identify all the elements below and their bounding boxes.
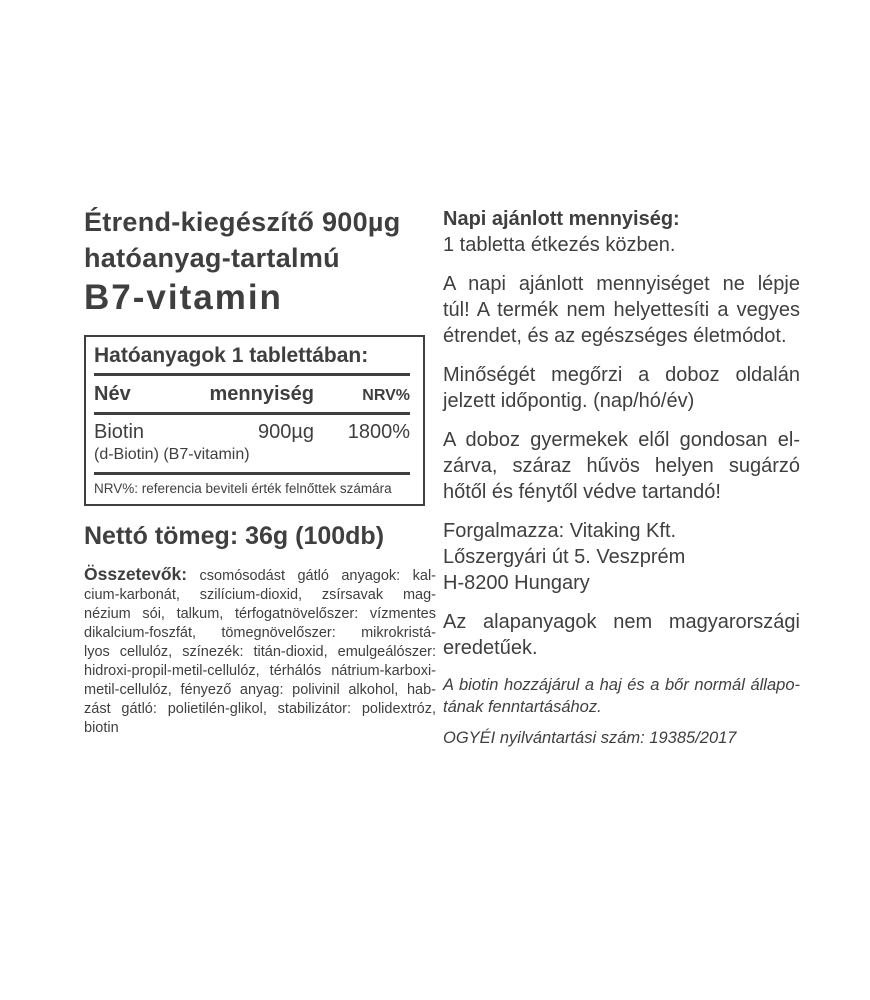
storage-paragraph [443, 427, 800, 505]
distributor-block [443, 518, 800, 596]
ingredient-amount: 900µg [257, 421, 314, 443]
text-line: zást gátló: polietilén-glikol, stabilizátor: polidextróz, [84, 701, 436, 717]
column-header-nrv: NRV% [362, 387, 410, 404]
ingredients-paragraph [84, 565, 436, 738]
table-row [94, 415, 410, 444]
column-header-amount: mennyiség [209, 383, 314, 405]
ingredients-first-line-text: csomósodást gátló anyagok: kal- [187, 568, 436, 584]
facts-table-header: Hatóanyagok 1 tablettában: [94, 344, 369, 367]
text-line: metil-cellulóz, fényező anyag: polivinil alkohol, hab- [84, 682, 436, 698]
text-line: dikalcium-foszfát, tömegnövelőszer: mikrokristá- [84, 625, 436, 641]
column-header-name: Név [94, 383, 131, 405]
text-line: Lőszergyári út 5. Veszprém [443, 546, 686, 568]
text-line: jelzett időpontig. (nap/hó/év) [443, 390, 695, 412]
text-line: biotin [84, 720, 119, 736]
ingredients-lines [84, 586, 436, 738]
text-line: cium-karbonát, szilícium-dioxid, zsírsavak mag- [84, 587, 436, 603]
text-line: A biotin hozzájárul a haj és a bőr normál állapo- [443, 676, 800, 694]
text-line: H-8200 Hungary [443, 572, 590, 594]
text-line: zárva, száraz hűvös helyen sugárzó [443, 455, 800, 477]
text-line: eredetűek. [443, 637, 538, 659]
left-column [84, 204, 436, 738]
text-line: túl! A termék nem helyettesíti a vegyes [443, 299, 800, 321]
quality-paragraph [443, 362, 800, 414]
facts-column-headers [94, 376, 410, 412]
active-ingredients-table [84, 335, 425, 506]
text-line: A doboz gyermekek elől gondosan el- [443, 429, 800, 451]
text-line: étrendet, és az egészséges életmódot. [443, 325, 787, 347]
text-line: Minőségét megőrzi a doboz oldalán [443, 364, 800, 386]
nrv-footnote: NRV%: referencia beviteli érték felnőttek számára [94, 481, 392, 496]
text-line: Forgalmazza: Vitaking Kft. [443, 520, 677, 542]
right-column [443, 206, 800, 749]
health-claim [443, 674, 800, 718]
product-name: B7-vitamin [84, 278, 283, 317]
origin-paragraph [443, 609, 800, 661]
ingredients-first-line [84, 565, 436, 586]
net-weight: Nettó tömeg: 36g (100db) [84, 522, 385, 550]
ingredient-detail: (d-Biotin) (B7-vitamin) [94, 446, 250, 463]
title-line-1: Étrend-kiegészítő 900µg [84, 207, 401, 237]
ingredient-nrv: 1800% [347, 421, 410, 443]
label-title [84, 204, 436, 276]
text-line: hőtől és fénytől védve tartandó! [443, 481, 721, 503]
title-line-2: hatóanyag-tartalmú [84, 243, 340, 273]
dosage-text: 1 tabletta étkezés közben. [443, 234, 676, 256]
dosage-section [443, 206, 800, 258]
text-line: Az alapanyagok nem magyarországi [443, 611, 800, 633]
registration-number: OGYÉI nyilvántartási szám: 19385/2017 [443, 729, 737, 747]
warning-paragraph [443, 271, 800, 349]
dosage-heading: Napi ajánlott mennyiség: [443, 208, 680, 230]
text-line: hidroxi-propil-metil-cellulóz, térhálós nátrium-karboxi- [84, 663, 436, 679]
text-line: tának fenntartásához. [443, 698, 602, 716]
text-line: nézium sói, talkum, térfogatnövelőszer: vízmentes [84, 606, 436, 622]
text-line: A napi ajánlott mennyiséget ne lépje [443, 273, 800, 295]
text-line: lyos cellulóz, színezék: titán-dioxid, emulgeálószer: [84, 644, 436, 660]
ingredients-label: Összetevők: [84, 564, 188, 584]
ingredient-name: Biotin [94, 421, 145, 443]
